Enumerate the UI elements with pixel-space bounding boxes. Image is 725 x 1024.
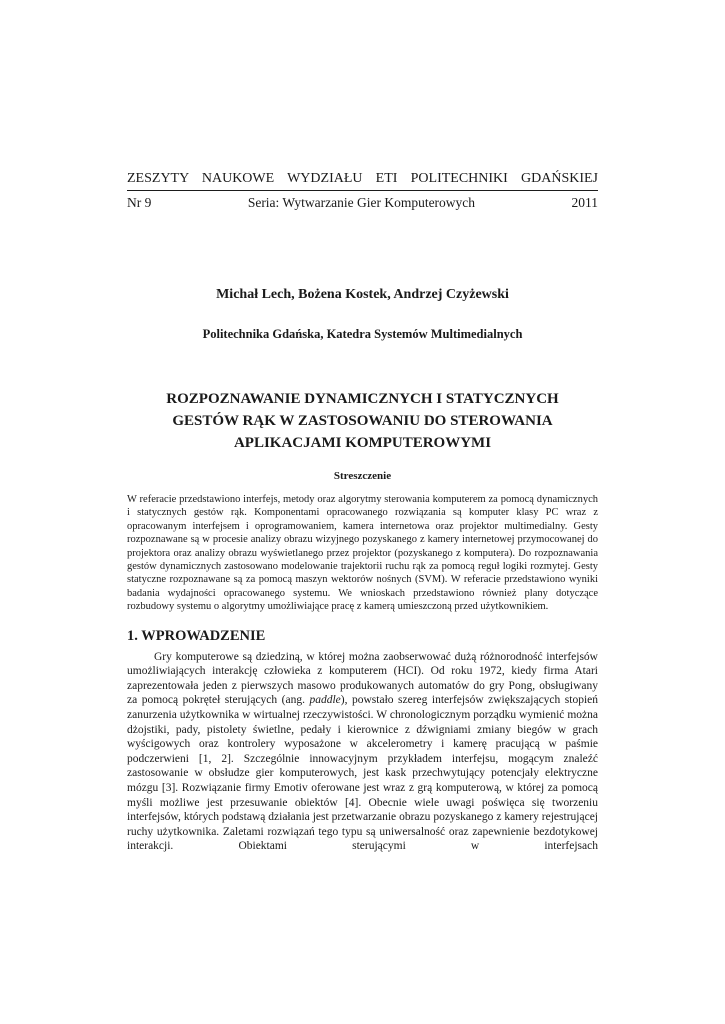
journal-header	[127, 171, 598, 210]
issue-year: 2011	[571, 195, 598, 210]
journal-title: ZESZYTY NAUKOWE WYDZIAŁU ETI POLITECHNIKI GDAŃSKIEJ	[127, 171, 598, 191]
authors-line: Michał Lech, Bożena Kostek, Andrzej Czyżewski	[216, 287, 509, 302]
section-1-text-start: Gry komputerowe są dziedziną, w której można zaobserwować dużą różnorodność interfejsów umożliwiających interakcję człowieka z komputerem (HCI). Od roku 1972, kiedy firma Atari zaprezentowała jeden z pierwszych masowo produkowanych automatów do gry Pong, obsługiwany za pomocą pokręteł sterujących (ang.	[127, 650, 598, 707]
series-title: Seria: Wytwarzanie Gier Komputerowych	[247, 195, 476, 210]
paper-title-line-2: GESTÓW RĄK W ZASTOSOWANIU DO STEROWANIA	[172, 413, 553, 429]
page-content	[127, 0, 598, 854]
paper-title	[127, 388, 598, 454]
italic-term-paddle: paddle	[309, 694, 341, 707]
section-1-heading: 1. WPROWADZENIE	[127, 627, 266, 644]
section-1-text-end: ), powstało szereg interfejsów zwiększających stopień zanurzenia użytkownika w wirtualnej rzeczywistości. W chronologicznym porządku wymienić można dżojstiki, pady, pistolety świetlne, pedały i kierownice z dźwigniami zmiany biegów w grach wyścigowych oraz kontrolery wyposażone w akcelerometry i kamerę pracującą w paśmie podczerwieni [1, 2]. Szczególnie innowacyjnym przykładem interfejsu, mogącym znaleźć zastosowanie w obsłudze gier komputerowych, jest kask przechwytujący potencjały elektryczne mózgu [3]. Rozwiązanie firmy Emotiv oferowane jest wraz z grą komputerową, w której za pomocą myśli możliwe jest przesuwanie obiektów [4]. Obecnie wiele uwagi poświęca się tworzeniu interfejsów, których podstawą działania jest przetwarzanie obrazu pozyskanego z kamery rejestrującej ruchy użytkownika. Zaletami rozwiązań tego typu są uniwersalność oraz zapewnienie bezdotykowej interakcji. Obiektami sterującymi w interfejsach	[127, 694, 599, 853]
affiliation-line: Politechnika Gdańska, Katedra Systemów Multimedialnych	[202, 327, 523, 341]
paper-title-line-1: ROZPOZNAWANIE DYNAMICZNYCH I STATYCZNYCH	[166, 391, 559, 407]
abstract-heading: Streszczenie	[333, 470, 392, 482]
issue-number: Nr 9	[127, 195, 152, 210]
abstract-text: W referacie przedstawiono interfejs, metody oraz algorytmy sterowania komputerem za pomocą dynamicznych i statycznych gestów rąk. Komponentami opracowanego rozwiązania są komputer klasy PC wraz z opracowanym interfejsem i oprogramowaniem, kamera internetowa oraz projektor multimedialny. Gesty rozpoznawane są w procesie analizy obrazu wizyjnego pozyskanego z kamery internetowej przymocowanej do projektora oraz analizy obrazu wyświetlanego przez projektor (pozyskanego z komputera). Do rozpoznawania gestów dynamicznych zastosowano modelowanie trajektorii ruchu rąk za pomocą reguł logiki rozmytej. Gesty statyczne rozpoznawane są za pomocą maszyn wektorów nośnych (SVM). W referacie przedstawiono wyniki badania wydajności opracowanego systemu. We wnioskach przedstawiono również plany dotyczące rozbudowy systemu o algorytmy umożliwiające pracę z kamerą umieszczoną przed użytkownikiem.	[127, 494, 598, 613]
paper-title-line-3: APLIKACJAMI KOMPUTEROWYMI	[233, 435, 492, 451]
issue-row	[127, 195, 598, 210]
section-1-paragraph	[127, 650, 598, 854]
